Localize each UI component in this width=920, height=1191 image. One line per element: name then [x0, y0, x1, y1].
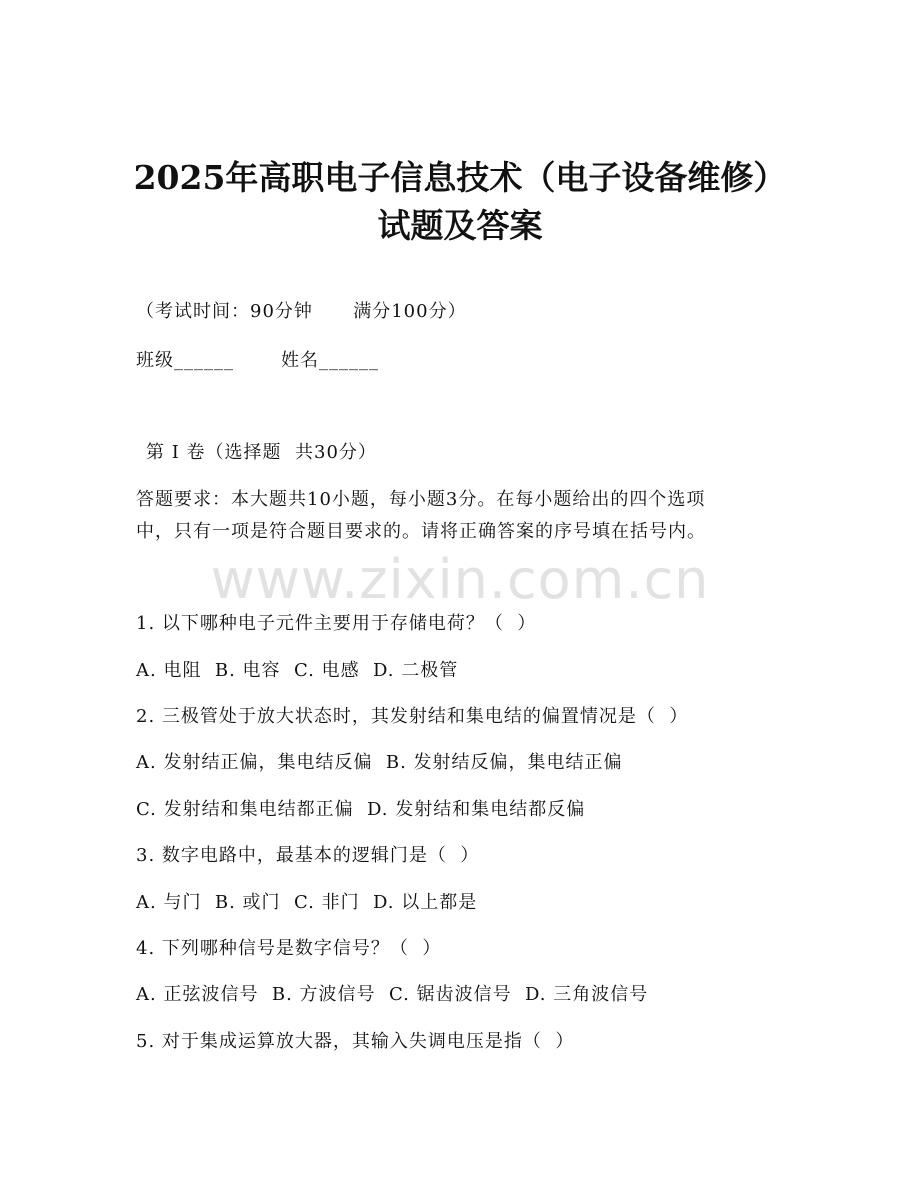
instructions-line-1: 答题要求：本大题共10小题，每小题3分。在每小题给出的四个选项	[136, 489, 706, 510]
section-header: 第 I 卷（选择题 共30分）	[146, 442, 377, 463]
question-4-options: A. 正弦波信号 B. 方波信号 C. 锯齿波信号 D. 三角波信号	[136, 984, 649, 1005]
student-fields: 班级______ 姓名______	[136, 350, 380, 371]
document-title-line-1: 2025年高职电子信息技术（电子设备维修）	[133, 158, 787, 197]
question-3-stem: 3. 数字电路中，最基本的逻辑门是（ ）	[136, 845, 480, 866]
question-4-stem: 4. 下列哪种信号是数字信号？（ ）	[136, 938, 442, 959]
question-3-options: A. 与门 B. 或门 C. 非门 D. 以上都是	[136, 892, 478, 913]
instructions-line-2: 中，只有一项是符合题目要求的。请将正确答案的序号填在括号内。	[136, 521, 706, 542]
question-1-stem: 1. 以下哪种电子元件主要用于存储电荷？（ ）	[136, 613, 537, 634]
document-title-line-2: 试题及答案	[377, 206, 543, 245]
question-2-options-2: C. 发射结和集电结都正偏 D. 发射结和集电结都反偏	[136, 799, 586, 820]
question-2-stem: 2. 三极管处于放大状态时，其发射结和集电结的偏置情况是（ ）	[136, 706, 689, 727]
question-1-options: A. 电阻 B. 电容 C. 电感 D. 二极管	[136, 660, 459, 681]
question-2-options-1: A. 发射结正偏，集电结反偏 B. 发射结反偏，集电结正偏	[136, 752, 623, 773]
question-5-stem: 5. 对于集成运算放大器，其输入失调电压是指（ ）	[136, 1031, 575, 1052]
watermark: www.zixin.com.cn	[210, 548, 710, 611]
exam-info: （考试时间：90分钟 满分100分）	[136, 301, 467, 322]
